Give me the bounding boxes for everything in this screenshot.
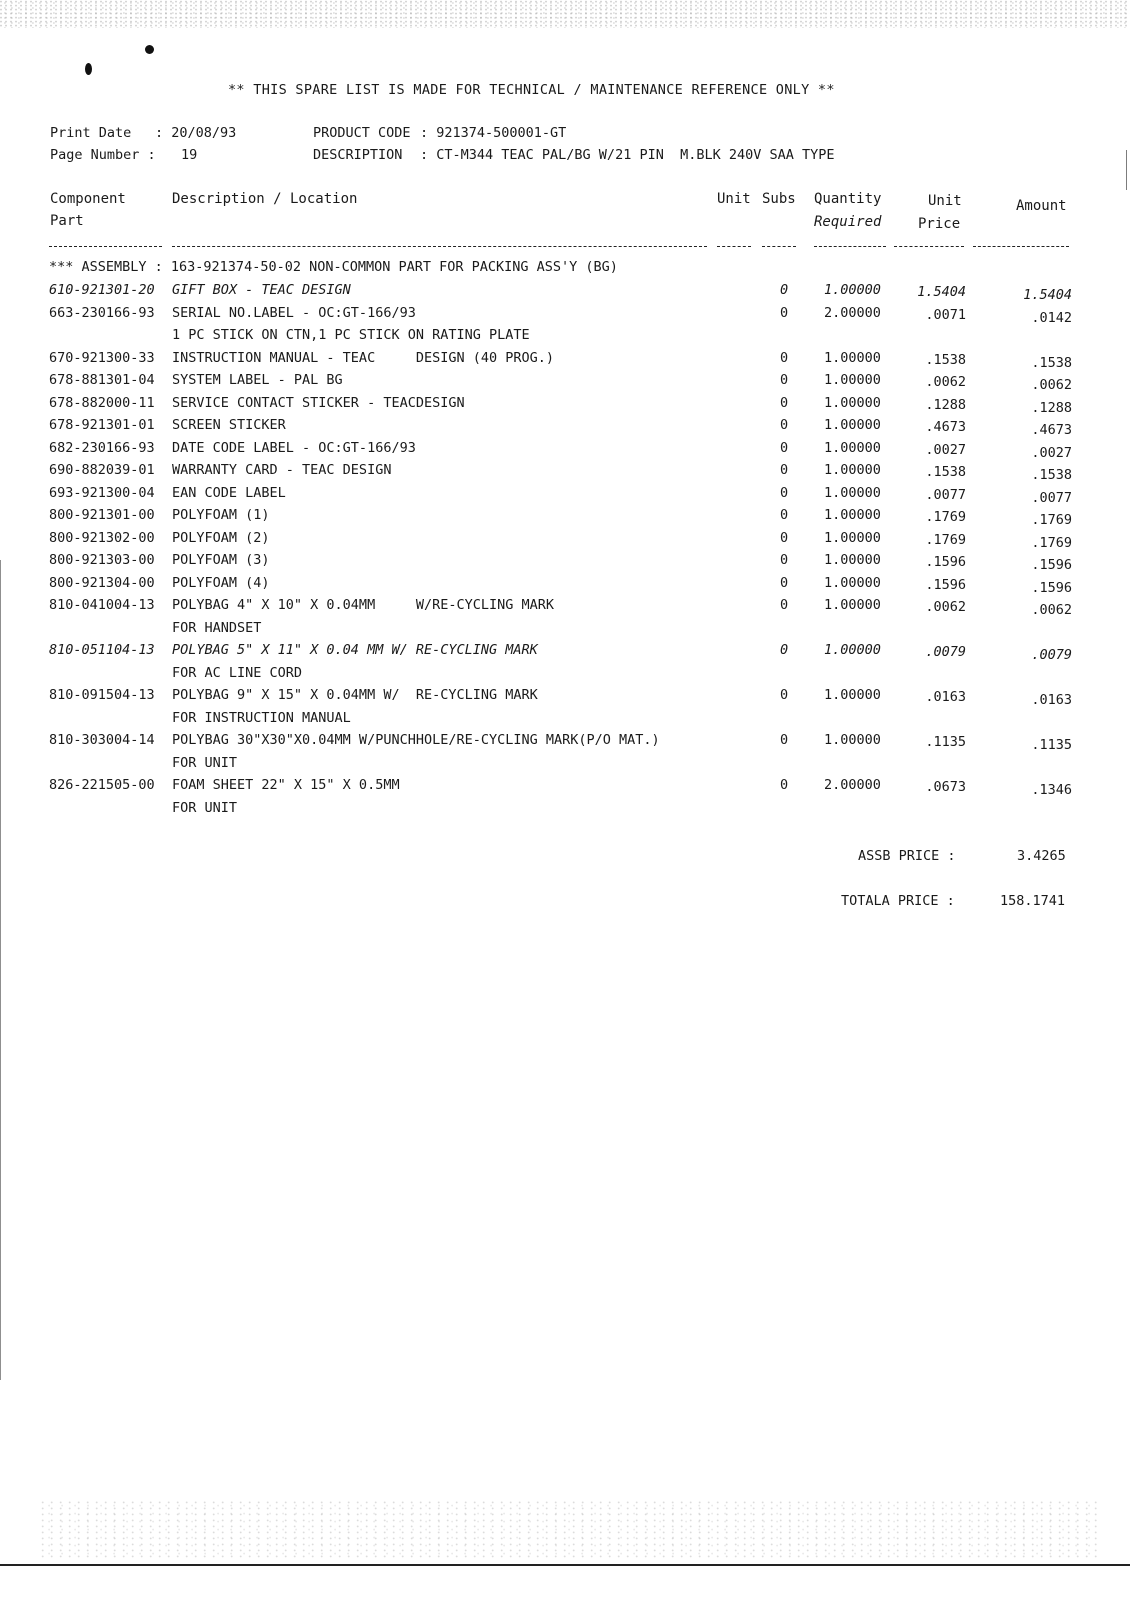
part-description: GIFT BOX - TEAC DESIGN (172, 282, 351, 298)
divider-subs (762, 246, 796, 247)
part-description: POLYFOAM (1) (172, 507, 270, 523)
quantity-required: 1.00000 (824, 574, 881, 591)
quantity-required: 1.00000 (824, 394, 881, 411)
amount: .1596 (1031, 557, 1072, 573)
part-number: 800-921302-00 (49, 529, 155, 546)
part-description: SERVICE CONTACT STICKER - TEACDESIGN (172, 394, 465, 411)
assb-price-label: ASSB PRICE : (858, 848, 956, 864)
part-description: SYSTEM LABEL - PAL BG (172, 372, 343, 388)
unit-price: .1288 (925, 396, 966, 413)
row-location-note: FOR INSTRUCTION MANUAL (172, 709, 351, 726)
part-number: 800-921304-00 (49, 574, 155, 591)
unit-price: .0673 (925, 779, 966, 795)
unit-price: .1769 (925, 509, 966, 525)
row-location-note: FOR UNIT (172, 799, 238, 816)
print-date-label: Print Date (50, 125, 132, 141)
amount: .0062 (1031, 377, 1072, 393)
subs-count: 0 (780, 642, 789, 658)
amount: .1135 (1031, 737, 1072, 753)
amount: .0062 (1031, 602, 1072, 618)
subs-count: 0 (780, 777, 789, 793)
divider-amount (973, 246, 1069, 247)
scan-edge-right (1126, 150, 1127, 190)
total-price-value: 158.1741 (1000, 893, 1066, 909)
subs-count: 0 (780, 349, 789, 366)
part-description: POLYBAG 5" X 11" X 0.04 MM W/ RE-CYCLING MARK (172, 642, 538, 658)
part-number: 810-041004-13 (49, 597, 155, 613)
scan-noise-bottom (40, 1500, 1100, 1560)
amount: .0079 (1031, 647, 1072, 663)
table-row (0, 575, 1130, 597)
part-description: FOAM SHEET 22" X 15" X 0.5MM (172, 777, 400, 793)
part-description: DATE CODE LABEL - OC:GT-166/93 (172, 439, 416, 456)
quantity-required: 1.00000 (824, 642, 881, 658)
unit-price: .1769 (925, 531, 966, 548)
part-description: POLYBAG 9" X 15" X 0.04MM W/ RE-CYCLING MARK (172, 687, 538, 703)
unit-price: .0062 (925, 599, 966, 615)
subs-count: 0 (780, 507, 789, 523)
total-price-label: TOTALA PRICE : (841, 893, 955, 909)
col-unit-price-2: Price (918, 216, 961, 232)
part-number: 682-230166-93 (49, 439, 155, 456)
part-number: 810-303004-14 (49, 732, 155, 748)
subs-count: 0 (780, 597, 789, 613)
amount: .0163 (1031, 692, 1072, 708)
quantity-required: 1.00000 (824, 597, 881, 613)
unit-price: .0062 (925, 374, 966, 390)
unit-price: .1596 (925, 554, 966, 570)
product-code-label: PRODUCT CODE (313, 125, 411, 141)
part-description: POLYBAG 4" X 10" X 0.04MM W/RE-CYCLING MARK (172, 597, 555, 613)
subs-count: 0 (780, 484, 789, 501)
subs-count: 0 (780, 687, 789, 703)
part-description: INSTRUCTION MANUAL - TEAC DESIGN (40 PROG.) (172, 349, 555, 366)
table-row (0, 395, 1130, 417)
part-description: POLYFOAM (2) (172, 529, 270, 546)
divider-description (172, 246, 707, 247)
table-row (0, 777, 1130, 799)
unit-price: .1135 (925, 734, 966, 750)
amount: .1596 (1031, 579, 1072, 596)
part-number: 800-921303-00 (49, 552, 155, 568)
product-code-value: : 921374-500001-GT (420, 125, 567, 141)
row-location-note: FOR HANDSET (172, 619, 262, 636)
part-description: POLYFOAM (4) (172, 574, 270, 591)
amount: .1538 (1031, 467, 1072, 483)
description-label: DESCRIPTION (313, 147, 403, 163)
unit-price: .1538 (925, 351, 966, 368)
quantity-required: 1.00000 (824, 462, 881, 478)
quantity-required: 1.00000 (824, 687, 881, 703)
part-description: WARRANTY CARD - TEAC DESIGN (172, 462, 392, 478)
part-number: 670-921300-33 (49, 349, 155, 366)
unit-price: .1596 (925, 576, 966, 593)
col-unit: Unit (717, 191, 751, 207)
table-row (0, 552, 1130, 574)
subs-count: 0 (780, 574, 789, 591)
subs-count: 0 (780, 529, 789, 546)
part-number: 810-051104-13 (49, 642, 155, 658)
row-location-note: FOR AC LINE CORD (172, 664, 303, 681)
subs-count: 0 (780, 282, 789, 298)
table-row (0, 485, 1130, 507)
col-amount: Amount (1016, 198, 1067, 214)
part-description: SCREEN STICKER (172, 417, 286, 433)
reference-notice: ** THIS SPARE LIST IS MADE FOR TECHNICAL / MAINTENANCE REFERENCE ONLY ** (228, 82, 835, 98)
part-number: 826-221505-00 (49, 777, 155, 793)
quantity-required: 1.00000 (824, 552, 881, 568)
amount: .0077 (1031, 489, 1072, 506)
table-row (0, 417, 1130, 439)
part-number: 693-921300-04 (49, 484, 155, 501)
table-row (0, 597, 1130, 619)
subs-count: 0 (780, 394, 789, 411)
unit-price: .1538 (925, 464, 966, 480)
scan-edge-left (0, 560, 1, 1380)
quantity-required: 1.00000 (824, 349, 881, 366)
amount: .1538 (1031, 354, 1072, 371)
table-row (0, 507, 1130, 529)
part-description: POLYBAG 30"X30"X0.04MM W/PUNCHHOLE/RE-CYCLING MARK(P/O MAT.) (172, 732, 660, 748)
table-row (0, 282, 1130, 304)
subs-count: 0 (780, 417, 789, 433)
amount: .0142 (1031, 309, 1072, 326)
divider-price (894, 246, 964, 247)
quantity-required: 1.00000 (824, 439, 881, 456)
page-bottom-rule (0, 1564, 1130, 1566)
quantity-required: 2.00000 (824, 304, 881, 321)
description-value: : CT-M344 TEAC PAL/BG W/21 PIN M.BLK 240V SAA TYPE (420, 147, 835, 163)
subs-count: 0 (780, 462, 789, 478)
amount: .1769 (1031, 534, 1072, 551)
quantity-required: 1.00000 (824, 372, 881, 388)
amount: .0027 (1031, 444, 1072, 461)
table-row (0, 372, 1130, 394)
subs-count: 0 (780, 304, 789, 321)
quantity-required: 1.00000 (824, 484, 881, 501)
part-number: 678-921301-01 (49, 417, 155, 433)
unit-price: .0027 (925, 441, 966, 458)
quantity-required: 1.00000 (824, 417, 881, 433)
table-row (0, 732, 1130, 754)
unit-price: .0163 (925, 689, 966, 705)
quantity-required: 1.00000 (824, 282, 881, 298)
col-component: Component (50, 191, 126, 207)
subs-count: 0 (780, 732, 789, 748)
subs-count: 0 (780, 552, 789, 568)
unit-price: 1.5404 (917, 284, 966, 300)
subs-count: 0 (780, 372, 789, 388)
unit-price: .0079 (925, 644, 966, 660)
unit-price: .0077 (925, 486, 966, 503)
col-required: Required (814, 214, 882, 230)
amount: .4673 (1031, 422, 1072, 438)
divider-quantity (814, 246, 886, 247)
quantity-required: 2.00000 (824, 777, 881, 793)
page-number-label: Page Number : (50, 147, 156, 163)
part-number: 610-921301-20 (49, 282, 155, 298)
quantity-required: 1.00000 (824, 507, 881, 523)
quantity-required: 1.00000 (824, 529, 881, 546)
amount: .1769 (1031, 512, 1072, 528)
unit-price: .4673 (925, 419, 966, 435)
part-number: 678-882000-11 (49, 394, 155, 411)
table-row (0, 350, 1130, 372)
page-number-value: 19 (181, 147, 198, 163)
table-row (0, 440, 1130, 462)
ink-mark (85, 63, 92, 75)
scan-noise-top (0, 0, 1130, 28)
row-location-note: 1 PC STICK ON CTN,1 PC STICK ON RATING PLATE (172, 327, 530, 343)
ink-mark (145, 45, 154, 54)
subs-count: 0 (780, 439, 789, 456)
divider-unit (717, 246, 751, 247)
part-number: 810-091504-13 (49, 687, 155, 703)
part-description: EAN CODE LABEL (172, 484, 286, 501)
col-unit-price-1: Unit (928, 193, 962, 209)
row-location-note: FOR UNIT (172, 754, 238, 771)
amount: .1288 (1031, 399, 1072, 416)
col-part: Part (50, 213, 84, 229)
part-description: SERIAL NO.LABEL - OC:GT-166/93 (172, 304, 416, 321)
assb-price-value: 3.4265 (1017, 848, 1066, 864)
table-row (0, 530, 1130, 552)
unit-price: .0071 (925, 306, 966, 323)
divider-part (49, 246, 162, 247)
col-description: Description / Location (172, 191, 358, 207)
table-row (0, 462, 1130, 484)
print-date-value: : 20/08/93 (155, 125, 237, 141)
table-row (0, 642, 1130, 664)
part-number: 663-230166-93 (49, 304, 155, 321)
col-quantity: Quantity (814, 191, 882, 207)
col-subs: Subs (762, 191, 796, 207)
table-row (0, 687, 1130, 709)
part-number: 690-882039-01 (49, 462, 155, 478)
table-row (0, 305, 1130, 327)
part-number: 678-881301-04 (49, 372, 155, 388)
amount: .1346 (1031, 782, 1072, 798)
part-description: POLYFOAM (3) (172, 552, 270, 568)
amount: 1.5404 (1023, 287, 1072, 303)
quantity-required: 1.00000 (824, 732, 881, 748)
part-number: 800-921301-00 (49, 507, 155, 523)
assembly-line: *** ASSEMBLY : 163-921374-50-02 NON-COMMON PART FOR PACKING ASS'Y (BG) (49, 259, 618, 275)
